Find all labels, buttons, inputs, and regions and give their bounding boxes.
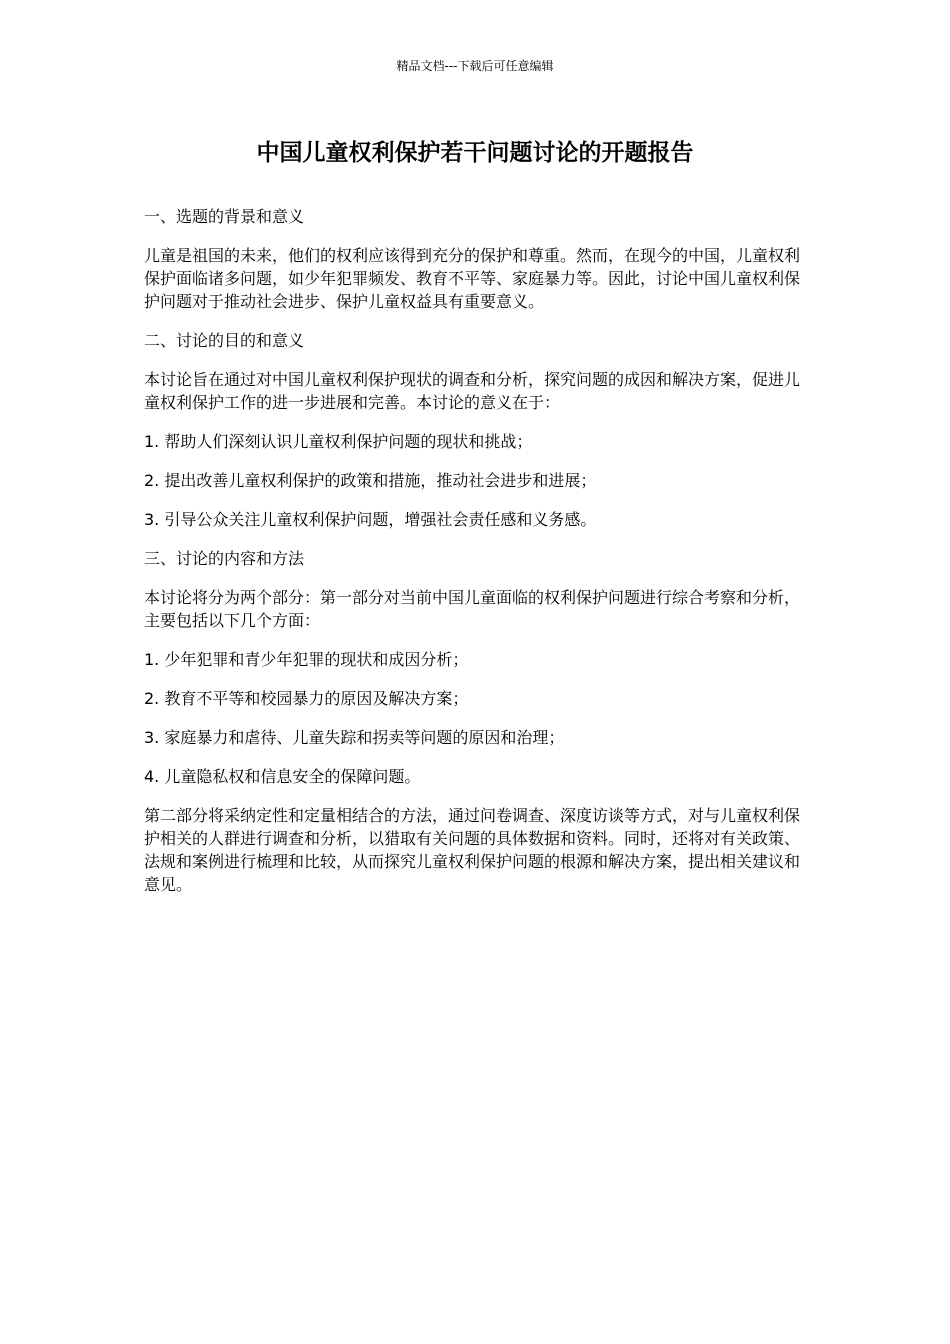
paragraph-content-intro: 本讨论将分为两个部分：第一部分对当前中国儿童面临的权利保护问题进行综合考察和分析，主要包括以下几个方面： (144, 588, 801, 630)
list-item-purpose-2: 2. 提出改善儿童权利保护的政策和措施，推动社会进步和进展； (144, 471, 597, 490)
list-item-purpose-3: 3. 引导公众关注儿童权利保护问题，增强社会责任感和义务感。 (144, 510, 597, 529)
list-item-content-4: 4. 儿童隐私权和信息安全的保障问题。 (144, 767, 421, 786)
list-item-content-2: 2. 教育不平等和校园暴力的原因及解决方案； (144, 689, 469, 708)
list-item-purpose-1: 1. 帮助人们深刻认识儿童权利保护问题的现状和挑战； (144, 432, 533, 451)
section-heading-background: 一、选题的背景和意义 (144, 207, 305, 226)
paragraph-method: 第二部分将采纳定性和定量相结合的方法，通过问卷调查、深度访谈等方式，对与儿童权利保护相关的人群进行调查和分析，以猎取有关问题的具体数据和资料。同时，还将对有关政策、法规和案例进行梳理和比较，从而探究儿童权利保护问题的根源和解决方案，提出相关建议和意见。 (144, 806, 801, 894)
page-header-watermark: 精品文档---下载后可任意编辑 (396, 59, 554, 73)
paragraph-background: 儿童是祖国的未来，他们的权利应该得到充分的保护和尊重。然而，在现今的中国，儿童权利保护面临诸多问题，如少年犯罪频发、教育不平等、家庭暴力等。因此，讨论中国儿童权利保护问题对于推动社会进步、保护儿童权益具有重要意义。 (144, 246, 801, 311)
document-title: 中国儿童权利保护若干问题讨论的开题报告 (256, 140, 694, 166)
paragraph-purpose: 本讨论旨在通过对中国儿童权利保护现状的调查和分析，探究问题的成因和解决方案，促进儿童权利保护工作的进一步进展和完善。本讨论的意义在于： (144, 370, 801, 412)
document-body (144, 205, 812, 912)
section-heading-purpose: 二、讨论的目的和意义 (144, 331, 305, 350)
list-item-content-1: 1. 少年犯罪和青少年犯罪的现状和成因分析； (144, 650, 469, 669)
section-heading-content-method: 三、讨论的内容和方法 (144, 549, 305, 568)
list-item-content-3: 3. 家庭暴力和虐待、儿童失踪和拐卖等问题的原因和治理； (144, 728, 565, 747)
